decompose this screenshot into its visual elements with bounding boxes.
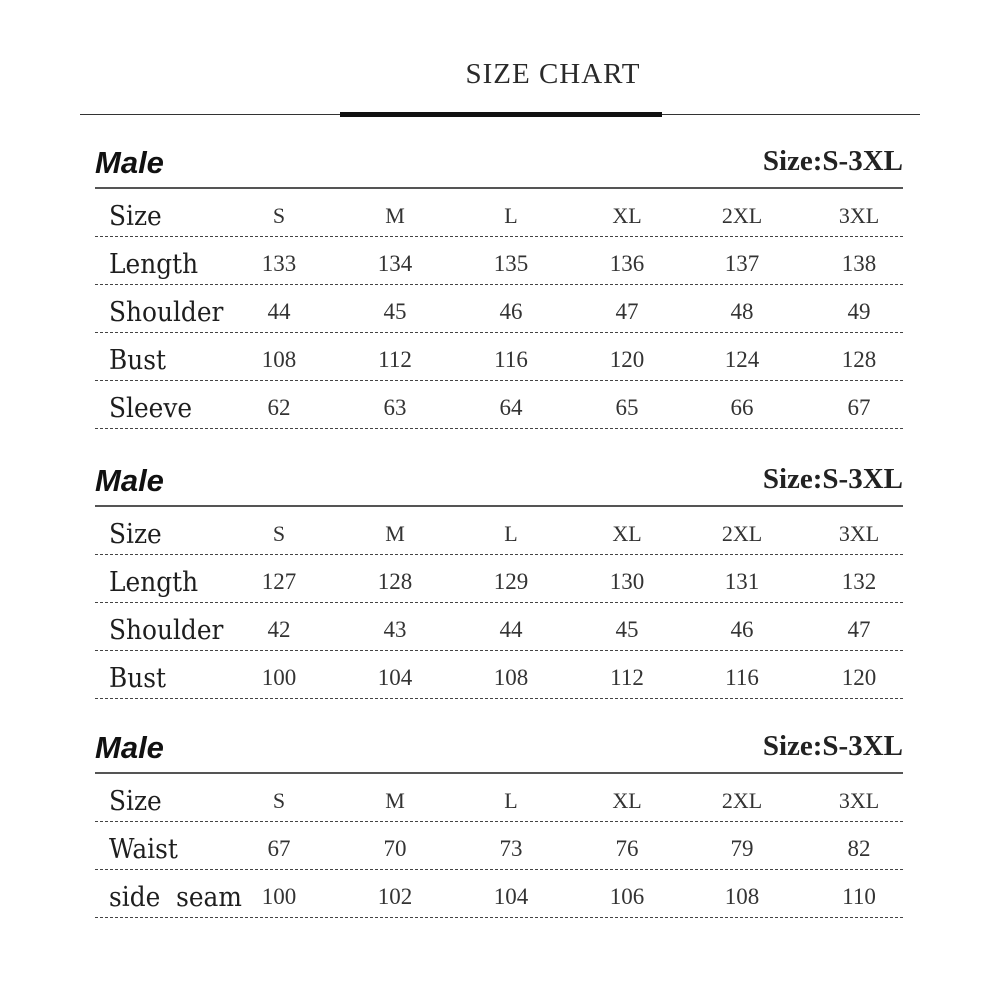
row-label: Size xyxy=(109,519,162,550)
table-cell: 112 xyxy=(378,347,412,372)
column-header: L xyxy=(504,788,518,813)
table-cell: 127 xyxy=(261,569,297,594)
table-cell: 63 xyxy=(383,395,407,420)
column-header: XL xyxy=(612,203,642,228)
table-row xyxy=(95,333,903,381)
table-cell: 129 xyxy=(493,569,529,594)
column-header: 3XL xyxy=(838,521,880,546)
row-label: Size xyxy=(109,786,162,817)
table-cell: 42 xyxy=(267,617,291,642)
row-label: Length xyxy=(109,567,199,598)
table-cell: 79 xyxy=(730,836,754,861)
row-label: Length xyxy=(109,249,199,280)
size-section-2 xyxy=(95,461,903,699)
size-section-3 xyxy=(95,728,903,918)
row-label: side seam xyxy=(109,882,242,913)
table-cell: 46 xyxy=(499,299,523,324)
table-cell: 70 xyxy=(383,836,407,861)
row-label: Sleeve xyxy=(109,393,193,424)
table-row xyxy=(95,381,903,429)
table-cell: 131 xyxy=(724,569,760,594)
column-header: S xyxy=(272,203,286,228)
table-cell: 104 xyxy=(493,884,529,909)
table-cell: 102 xyxy=(377,884,413,909)
table-cell: 108 xyxy=(724,884,760,909)
section-title: Male xyxy=(95,463,164,498)
section-header xyxy=(95,461,903,505)
table-cell: 44 xyxy=(267,299,291,324)
table-row xyxy=(95,651,903,699)
title-underline-bar xyxy=(340,112,662,117)
table-cell: 108 xyxy=(493,665,529,690)
table-cell: 48 xyxy=(730,299,754,324)
section-header xyxy=(95,143,903,187)
column-header: S xyxy=(272,788,286,813)
table-cell: 106 xyxy=(609,884,645,909)
section-title: Male xyxy=(95,145,164,180)
column-header: XL xyxy=(612,788,642,813)
column-header: 2XL xyxy=(721,203,763,228)
table-cell: 67 xyxy=(267,836,291,861)
table-cell: 120 xyxy=(841,665,877,690)
table-cell: 45 xyxy=(383,299,407,324)
column-header: 3XL xyxy=(838,203,880,228)
row-label: Size xyxy=(109,201,162,232)
page-title: SIZE CHART xyxy=(465,58,641,90)
column-header: XL xyxy=(612,521,642,546)
table-cell: 65 xyxy=(615,395,639,420)
table-cell: 136 xyxy=(609,251,645,276)
table-cell: 64 xyxy=(499,395,523,420)
section-size-range: Size:S-3XL xyxy=(762,463,903,495)
section-title: Male xyxy=(95,730,164,765)
table-cell: 47 xyxy=(615,299,639,324)
table-header-row xyxy=(95,774,903,822)
table-cell: 46 xyxy=(730,617,754,642)
table-row xyxy=(95,603,903,651)
column-header: M xyxy=(385,788,405,813)
table-cell: 128 xyxy=(841,347,877,372)
column-header: L xyxy=(504,203,518,228)
section-size-range: Size:S-3XL xyxy=(762,730,903,762)
column-header: 2XL xyxy=(721,521,763,546)
row-label: Bust xyxy=(109,663,166,694)
table-cell: 73 xyxy=(499,836,523,861)
table-cell: 47 xyxy=(847,617,871,642)
column-header: S xyxy=(272,521,286,546)
table-cell: 116 xyxy=(494,347,528,372)
table-cell: 133 xyxy=(261,251,297,276)
column-header: 2XL xyxy=(721,788,763,813)
table-cell: 124 xyxy=(724,347,760,372)
table-row xyxy=(95,555,903,603)
table-cell: 49 xyxy=(847,299,871,324)
table-cell: 110 xyxy=(842,884,876,909)
table-cell: 43 xyxy=(383,617,407,642)
table-cell: 138 xyxy=(841,251,877,276)
section-size-range: Size:S-3XL xyxy=(762,145,903,177)
table-cell: 76 xyxy=(615,836,639,861)
row-label: Bust xyxy=(109,345,166,376)
column-header: 3XL xyxy=(838,788,880,813)
table-cell: 132 xyxy=(841,569,877,594)
table-cell: 100 xyxy=(261,884,297,909)
row-label: Shoulder xyxy=(109,297,224,328)
table-cell: 45 xyxy=(615,617,639,642)
column-header: M xyxy=(385,203,405,228)
table-cell: 116 xyxy=(725,665,759,690)
table-cell: 135 xyxy=(493,251,529,276)
table-cell: 108 xyxy=(261,347,297,372)
size-section-1 xyxy=(95,143,903,429)
table-row xyxy=(95,870,903,918)
table-cell: 66 xyxy=(730,395,754,420)
table-cell: 137 xyxy=(724,251,760,276)
table-cell: 112 xyxy=(610,665,644,690)
table-cell: 134 xyxy=(377,251,413,276)
table-row xyxy=(95,237,903,285)
table-header-row xyxy=(95,189,903,237)
table-row xyxy=(95,285,903,333)
table-cell: 100 xyxy=(261,665,297,690)
section-header xyxy=(95,728,903,772)
column-header: L xyxy=(504,521,518,546)
table-cell: 67 xyxy=(847,395,871,420)
row-label: Waist xyxy=(109,834,178,865)
table-header-row xyxy=(95,507,903,555)
table-cell: 62 xyxy=(267,395,291,420)
table-cell: 120 xyxy=(609,347,645,372)
table-row xyxy=(95,822,903,870)
row-label: Shoulder xyxy=(109,615,224,646)
table-cell: 82 xyxy=(847,836,871,861)
table-cell: 104 xyxy=(377,665,413,690)
table-cell: 130 xyxy=(609,569,645,594)
table-cell: 44 xyxy=(499,617,523,642)
table-cell: 128 xyxy=(377,569,413,594)
column-header: M xyxy=(385,521,405,546)
